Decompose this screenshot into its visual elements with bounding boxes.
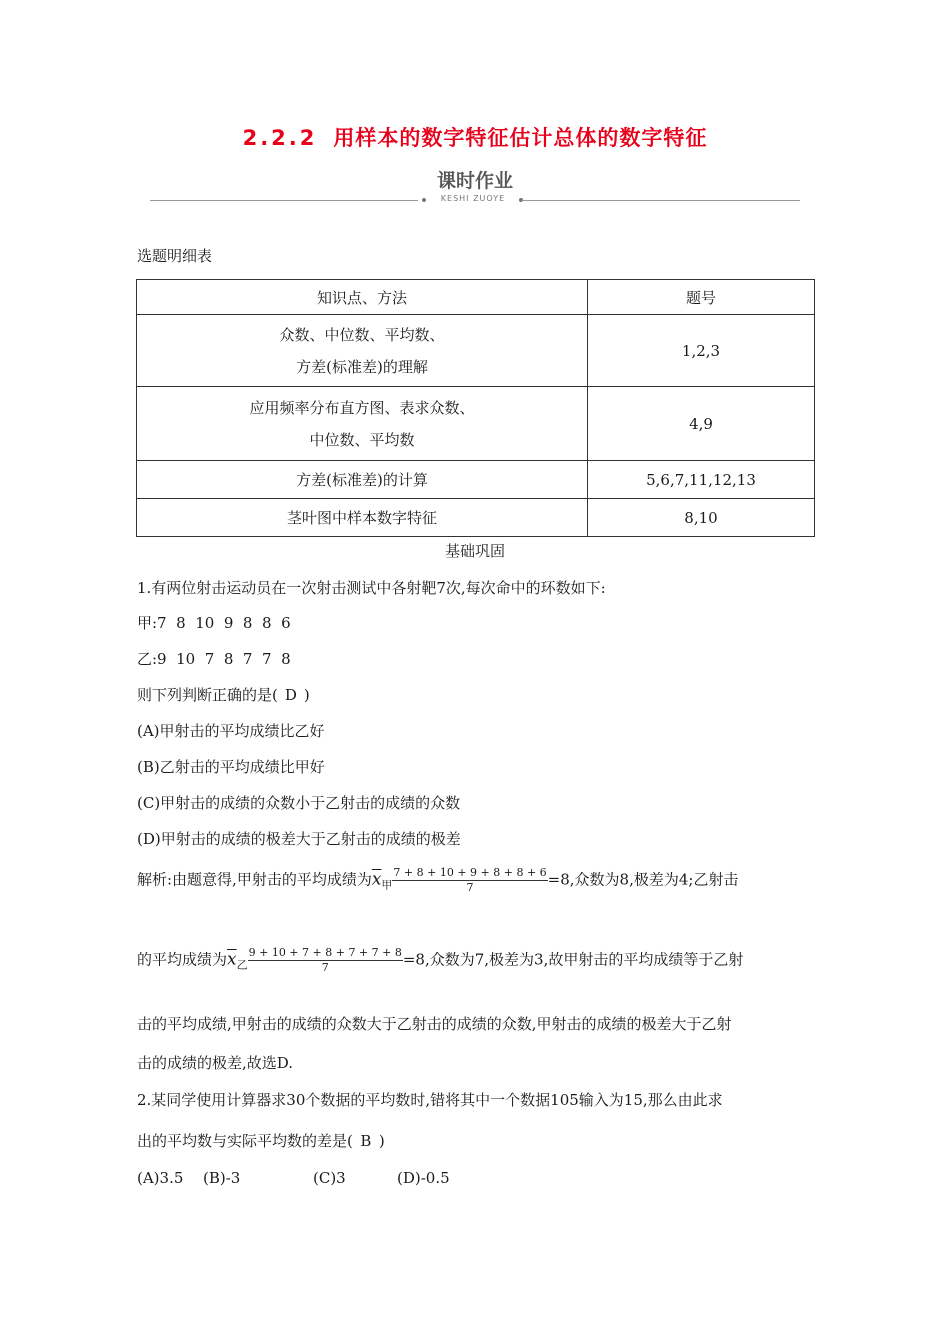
q2-options xyxy=(137,1168,450,1188)
question-selection-table xyxy=(136,279,815,537)
table-header-row xyxy=(137,280,815,315)
table-row xyxy=(137,315,815,387)
q1-data-b: 乙:9 10 7 8 7 7 8 xyxy=(137,650,291,668)
table-row xyxy=(137,387,815,461)
banner-title: 课时作业 xyxy=(436,170,513,192)
table-caption: 选题明细表 xyxy=(137,247,213,265)
q2-line-2: 出的平均数与实际平均数的差是( B ) xyxy=(137,1132,385,1150)
table-cell-numbers: 1,2,3 xyxy=(588,315,815,387)
q2-option-c: (C)3 xyxy=(313,1169,346,1187)
table-cell-numbers: 4,9 xyxy=(588,387,815,461)
table-cell-topic: 方差(标准差)的计算 xyxy=(137,461,588,499)
q2-line-1: 2.某同学使用计算器求30个数据的平均数时,错将其中一个数据105输入为15,那么由此求 xyxy=(137,1091,723,1109)
table-header-topic: 知识点、方法 xyxy=(137,280,588,315)
banner-subtitle: KESHI ZUOYE xyxy=(440,194,506,203)
q1-prompt: 则下列判断正确的是( D ) xyxy=(137,686,310,704)
table-cell-numbers: 5,6,7,11,12,13 xyxy=(588,461,815,499)
q1-analysis-line-1: 解析:由题意得,甲射击的平均成绩为$\overline{x}_甲$ $\frac{7 + 8 + 10 + 9 + 8 + 8 + 6}{7}$ =8,众数为8,极差为4;乙射击 xyxy=(137,866,739,894)
table-row xyxy=(137,499,815,537)
table-cell-topic: 众数、中位数、平均数、 方差(标准差)的理解 xyxy=(137,315,588,387)
banner-divider-left xyxy=(150,200,418,201)
q2-option-b: (B)-3 xyxy=(203,1169,241,1187)
table-row xyxy=(137,461,815,499)
q1-option-b: (B)乙射击的平均成绩比甲好 xyxy=(137,758,325,776)
fraction-a: $\frac{7 + 8 + 10 + 9 + 8 + 8 + 6}{7}$ xyxy=(393,866,547,894)
table-cell-topic: 茎叶图中样本数字特征 xyxy=(137,499,588,537)
q1-option-d: (D)甲射击的成绩的极差大于乙射击的成绩的极差 xyxy=(137,830,461,848)
mean-symbol: $\overline{x}$ xyxy=(371,869,382,890)
table-cell-numbers: 8,10 xyxy=(588,499,815,537)
section-title: 用样本的数字特征估计总体的数字特征 xyxy=(333,126,708,150)
q1-data-a: 甲:7 8 10 9 8 8 6 xyxy=(137,614,291,632)
q2-answer: B xyxy=(360,1132,372,1150)
q1-option-a: (A)甲射击的平均成绩比乙好 xyxy=(137,722,325,740)
q1-analysis-line-2: 的平均成绩为$\overline{x}_乙$ $\frac{9 + 10 + 7 + 8 + 7 + 7 + 8}{7}$ =8,众数为7,极差为3,故甲射击的平均成绩等于乙射 xyxy=(137,946,744,974)
q1-analysis-line-3: 击的平均成绩,甲射击的成绩的众数大于乙射击的成绩的众数,甲射击的成绩的极差大于乙射 xyxy=(137,1015,732,1033)
table-cell-topic: 应用频率分布直方图、表求众数、 中位数、平均数 xyxy=(137,387,588,461)
q2-option-a: (A)3.5 xyxy=(137,1169,184,1187)
page-title xyxy=(0,122,950,152)
q1-analysis-line-4: 击的成绩的极差,故选D. xyxy=(137,1054,294,1072)
homework-banner xyxy=(150,166,800,210)
q1-stem: 1.有两位射击运动员在一次射击测试中各射靶7次,每次命中的环数如下: xyxy=(137,579,606,597)
banner-divider-right xyxy=(522,200,800,201)
section-number: 2.2.2 xyxy=(242,126,318,150)
section-label: 基础巩固 xyxy=(444,542,505,560)
fraction-b: $\frac{9 + 10 + 7 + 8 + 7 + 7 + 8}{7}$ xyxy=(248,946,402,974)
mean-symbol: $\overline{x}$ xyxy=(227,949,237,970)
banner-dot-left xyxy=(422,198,426,202)
q1-option-c: (C)甲射击的成绩的众数小于乙射击的成绩的众数 xyxy=(137,794,461,812)
q1-answer: D xyxy=(284,686,297,704)
table-header-numbers: 题号 xyxy=(588,280,815,315)
q2-option-d: (D)-0.5 xyxy=(397,1169,450,1187)
